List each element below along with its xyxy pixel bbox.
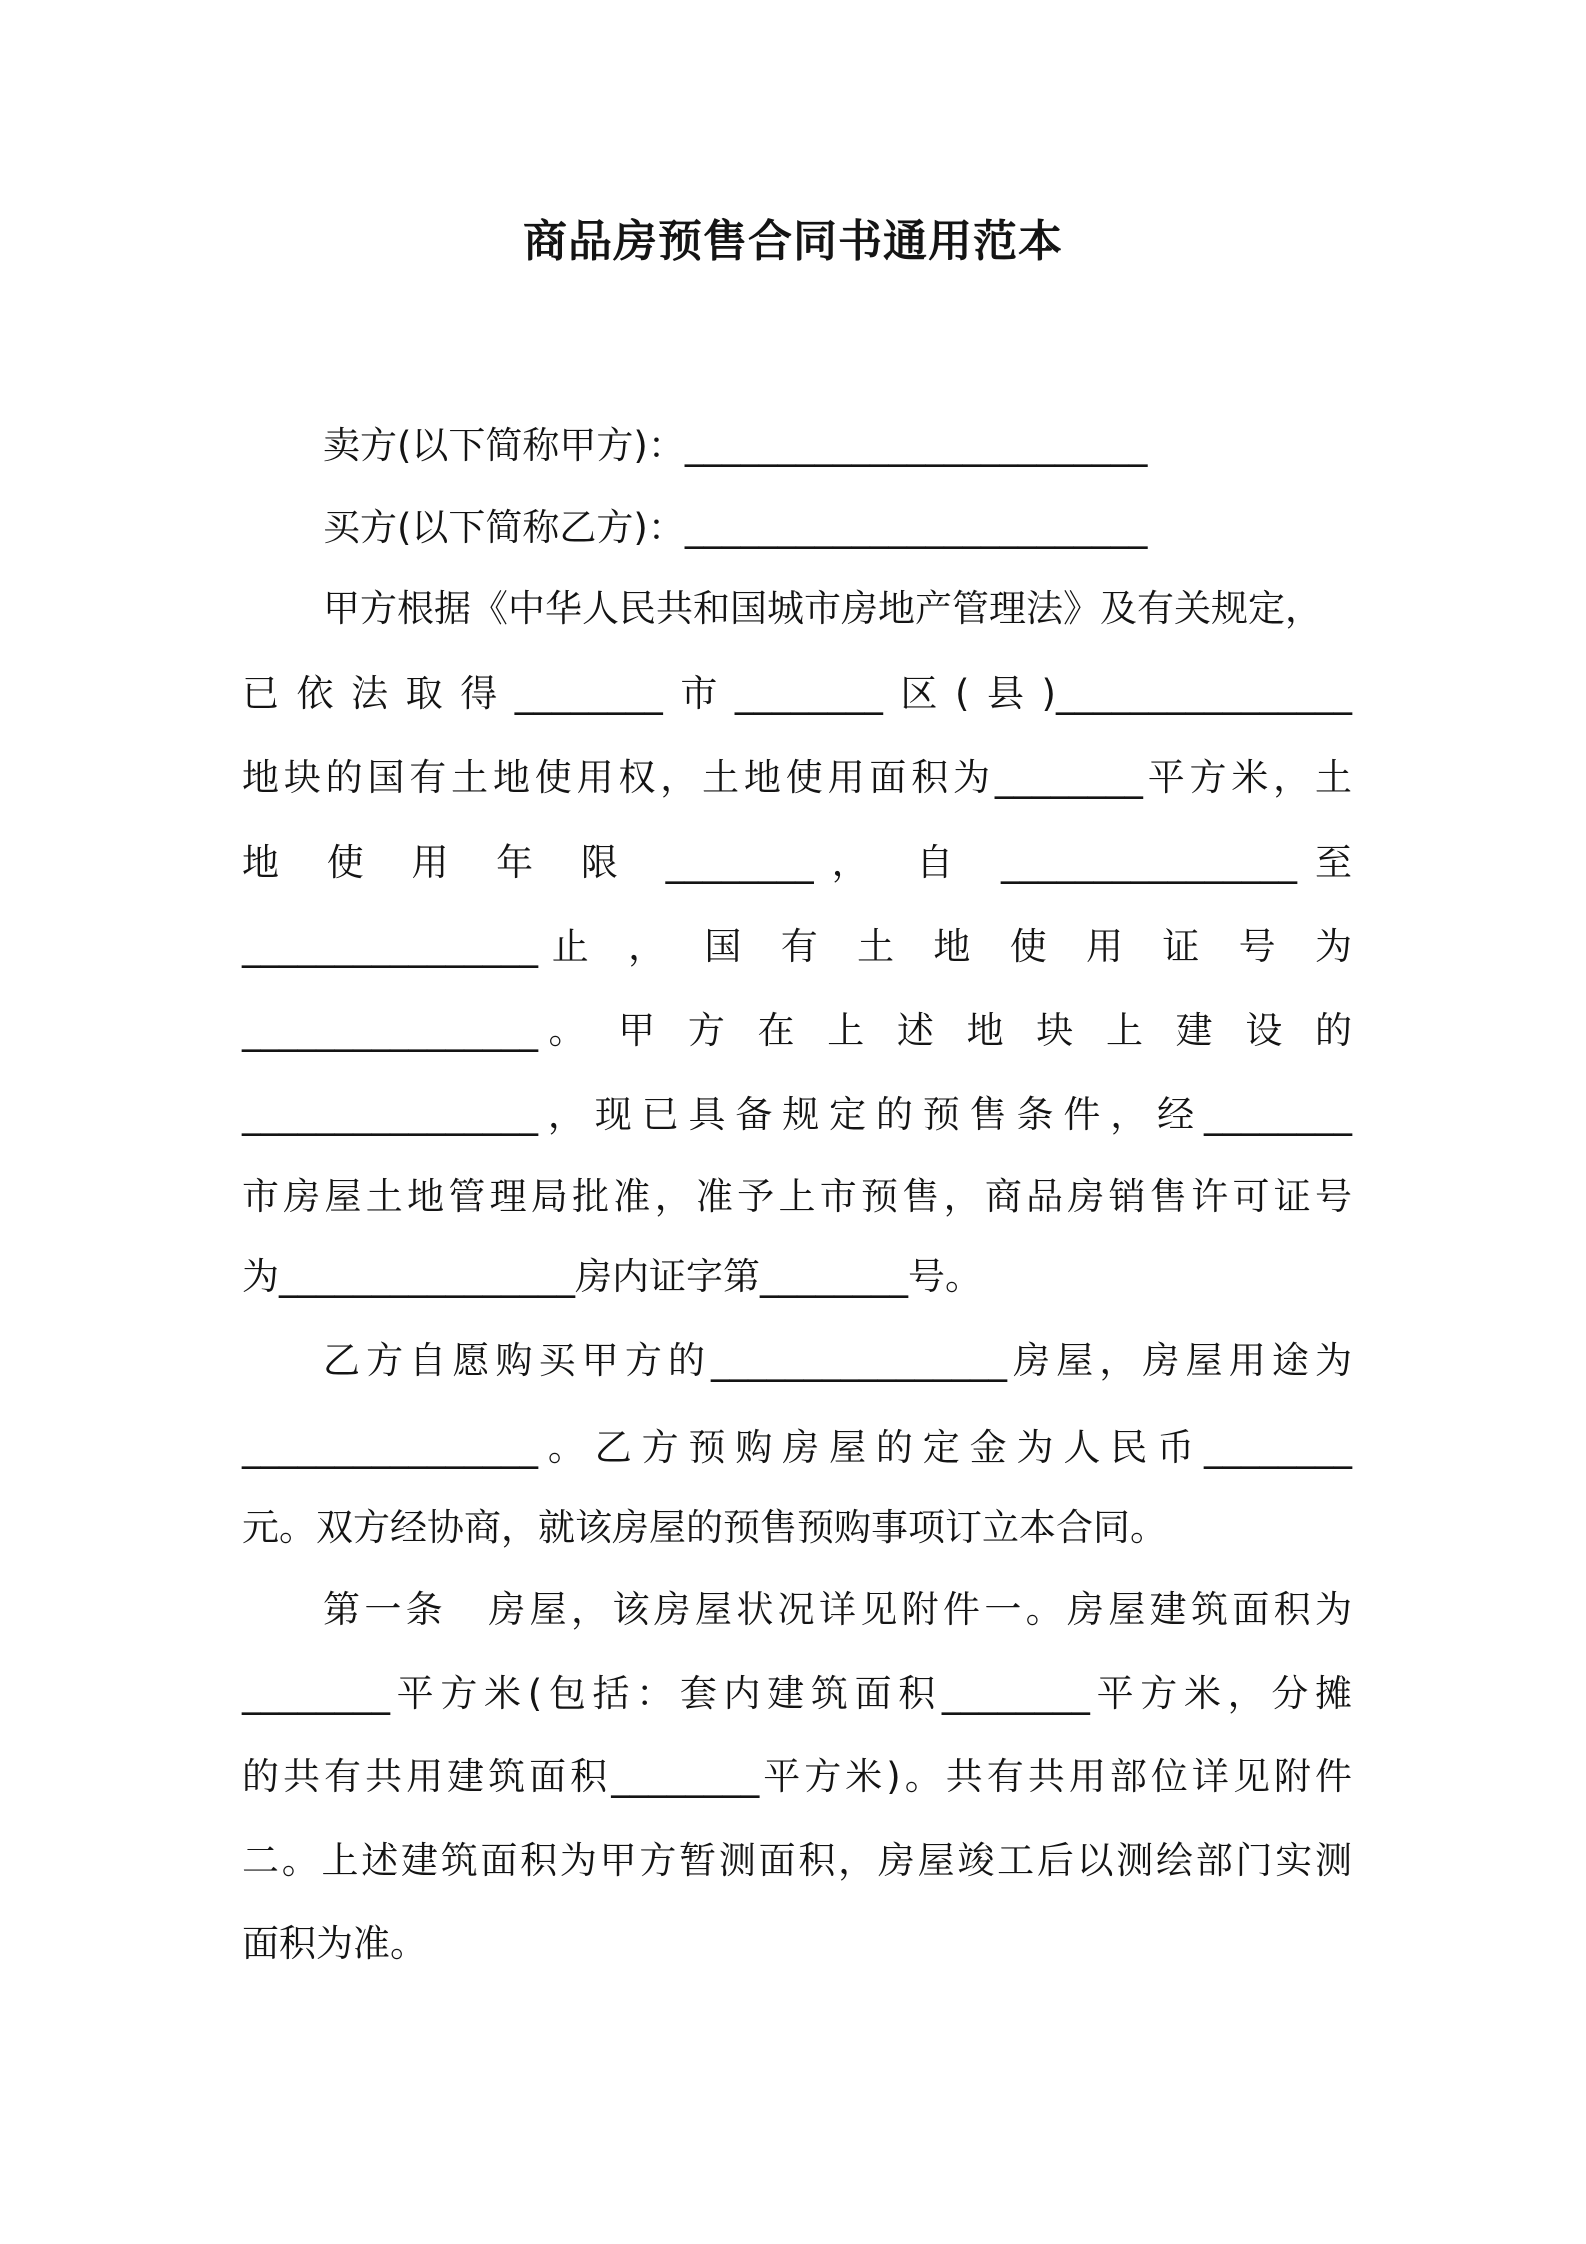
paragraph-line: ________平方米(包括：套内建筑面积________平方米，分摊 [242,1672,1352,1715]
seller-line: 卖方(以下简称甲方)：_________________________ [323,424,1148,467]
article-1-line: 第一条 房屋，该房屋状况详见附件一。房屋建筑面积为 [323,1588,1352,1631]
paragraph-line: 为________________房内证字第________号。 [242,1255,982,1298]
paragraph-line: 市房屋土地管理局批准，准予上市预售，商品房销售许可证号 [242,1175,1352,1218]
paragraph-line: 面积为准。 [242,1922,427,1965]
document-title: 商品房预售合同书通用范本 [523,216,1063,267]
paragraph-line: 已依法取得________市________区(县)________________ [242,672,1352,715]
paragraph-line: 地 使 用 年 限 ________， 自 ________________至 [242,841,1352,884]
paragraph-line: ________________，现已具备规定的预售条件，经________ [242,1093,1352,1136]
paragraph-line: 甲方根据《中华人民共和国城市房地产管理法》及有关规定， [323,587,1322,630]
paragraph-line: 元。双方经协商，就该房屋的预售预购事项订立本合同。 [242,1506,1167,1549]
paragraph-line: ________________。 甲 方 在 上 述 地 块 上 建 设 的 [242,1009,1352,1052]
paragraph-line: 地块的国有土地使用权，土地使用面积为________平方米，土 [242,756,1352,799]
paragraph-line: ________________止 ， 国 有 土 地 使 用 证 号 为 [242,925,1352,968]
paragraph-line: 的共有共用建筑面积________平方米)。共有共用部位详见附件 [242,1755,1352,1798]
paragraph-line: ________________。乙方预购房屋的定金为人民币________ [242,1426,1352,1469]
paragraph-line: 二。上述建筑面积为甲方暂测面积，房屋竣工后以测绘部门实测 [242,1839,1352,1882]
buyer-line: 买方(以下简称乙方)：_________________________ [323,506,1148,549]
paragraph-line: 乙方自愿购买甲方的________________房屋，房屋用途为 [323,1339,1352,1382]
